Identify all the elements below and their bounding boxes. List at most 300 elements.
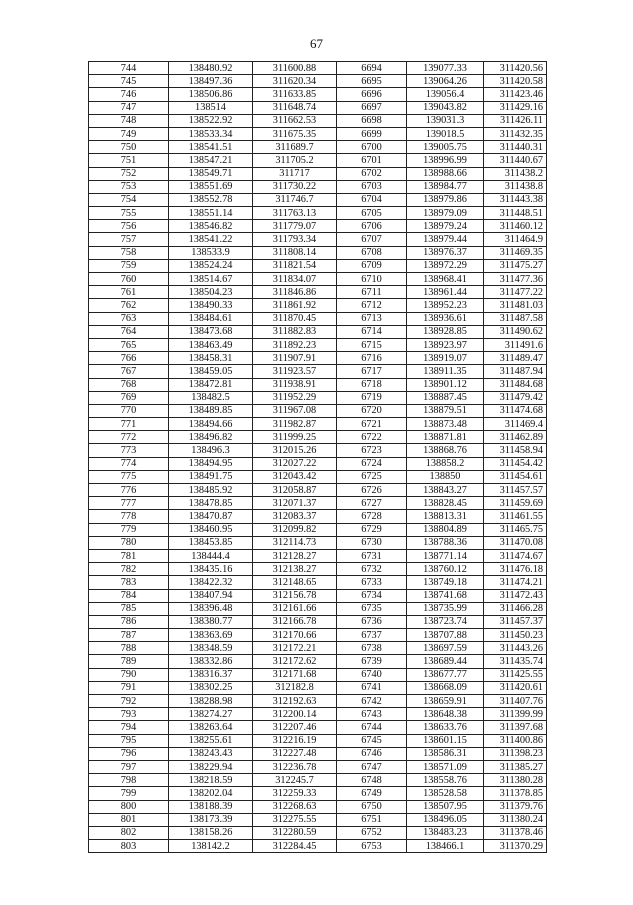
table-row	[89, 193, 547, 206]
table-row	[89, 312, 547, 325]
y-coordinate-b-cell: 311440.67	[484, 154, 547, 167]
point-number-b-cell: 6712	[337, 299, 407, 312]
point-number-a-cell: 772	[89, 431, 169, 444]
point-number-a-cell: 762	[89, 299, 169, 312]
point-number-b-cell: 6721	[337, 418, 407, 431]
x-coordinate-b-cell: 139077.33	[407, 62, 484, 75]
x-coordinate-b-cell: 138858.2	[407, 457, 484, 470]
x-coordinate-a-cell: 138514	[169, 101, 253, 114]
y-coordinate-a-cell: 312172.21	[253, 642, 337, 655]
y-coordinate-a-cell: 312275.55	[253, 813, 337, 826]
y-coordinate-b-cell: 311443.38	[484, 193, 547, 206]
table-row	[89, 404, 547, 417]
point-number-a-cell: 796	[89, 747, 169, 760]
x-coordinate-b-cell: 139005.75	[407, 141, 484, 154]
x-coordinate-a-cell: 138243.43	[169, 747, 253, 760]
coordinates-table	[88, 61, 547, 853]
point-number-a-cell: 799	[89, 787, 169, 800]
point-number-b-cell: 6730	[337, 536, 407, 549]
page-number: 67	[310, 36, 323, 51]
x-coordinate-b-cell: 138648.38	[407, 708, 484, 721]
table-row	[89, 589, 547, 602]
y-coordinate-b-cell: 311491.6	[484, 338, 547, 351]
x-coordinate-a-cell: 138541.51	[169, 141, 253, 154]
x-coordinate-a-cell: 138459.05	[169, 365, 253, 378]
point-number-b-cell: 6718	[337, 378, 407, 391]
x-coordinate-a-cell: 138263.64	[169, 721, 253, 734]
table-row	[89, 167, 547, 180]
y-coordinate-b-cell: 311479.42	[484, 391, 547, 404]
point-number-a-cell: 759	[89, 259, 169, 272]
x-coordinate-b-cell: 138928.85	[407, 325, 484, 338]
x-coordinate-a-cell: 138489.85	[169, 404, 253, 417]
y-coordinate-b-cell: 311457.37	[484, 615, 547, 628]
x-coordinate-b-cell: 138972.29	[407, 259, 484, 272]
y-coordinate-a-cell: 311999.25	[253, 431, 337, 444]
x-coordinate-b-cell: 138723.74	[407, 615, 484, 628]
point-number-b-cell: 6734	[337, 589, 407, 602]
x-coordinate-a-cell: 138533.9	[169, 246, 253, 259]
x-coordinate-b-cell: 138659.91	[407, 695, 484, 708]
point-number-b-cell: 6753	[337, 840, 407, 853]
x-coordinate-a-cell: 138485.92	[169, 484, 253, 497]
table-row	[89, 655, 547, 668]
x-coordinate-b-cell: 138936.61	[407, 312, 484, 325]
x-coordinate-b-cell: 139056.4	[407, 88, 484, 101]
table-row	[89, 62, 547, 75]
y-coordinate-b-cell: 311490.62	[484, 325, 547, 338]
x-coordinate-a-cell: 138494.95	[169, 457, 253, 470]
table-row	[89, 141, 547, 154]
y-coordinate-b-cell: 311458.94	[484, 444, 547, 457]
x-coordinate-a-cell: 138460.95	[169, 523, 253, 536]
point-number-b-cell: 6711	[337, 286, 407, 299]
point-number-b-cell: 6728	[337, 510, 407, 523]
y-coordinate-a-cell: 311779.07	[253, 220, 337, 233]
x-coordinate-a-cell: 138396.48	[169, 602, 253, 615]
point-number-a-cell: 775	[89, 470, 169, 483]
x-coordinate-b-cell: 138901.12	[407, 378, 484, 391]
y-coordinate-b-cell: 311426.11	[484, 114, 547, 127]
point-number-a-cell: 767	[89, 365, 169, 378]
y-coordinate-b-cell: 311378.85	[484, 787, 547, 800]
y-coordinate-b-cell: 311481.03	[484, 299, 547, 312]
y-coordinate-b-cell: 311487.58	[484, 312, 547, 325]
y-coordinate-a-cell: 311675.35	[253, 127, 337, 140]
point-number-b-cell: 6715	[337, 338, 407, 351]
point-number-a-cell: 769	[89, 391, 169, 404]
point-number-b-cell: 6699	[337, 127, 407, 140]
table-row	[89, 668, 547, 681]
x-coordinate-a-cell: 138522.92	[169, 114, 253, 127]
y-coordinate-a-cell: 312148.65	[253, 576, 337, 589]
y-coordinate-a-cell: 312172.62	[253, 655, 337, 668]
y-coordinate-a-cell: 311808.14	[253, 246, 337, 259]
point-number-a-cell: 756	[89, 220, 169, 233]
y-coordinate-a-cell: 312099.82	[253, 523, 337, 536]
point-number-a-cell: 784	[89, 589, 169, 602]
y-coordinate-b-cell: 311425.55	[484, 668, 547, 681]
x-coordinate-a-cell: 138551.14	[169, 207, 253, 220]
point-number-a-cell: 798	[89, 774, 169, 787]
x-coordinate-a-cell: 138496.82	[169, 431, 253, 444]
x-coordinate-a-cell: 138422.32	[169, 576, 253, 589]
x-coordinate-a-cell: 138551.69	[169, 180, 253, 193]
x-coordinate-a-cell: 138470.87	[169, 510, 253, 523]
x-coordinate-b-cell: 138919.07	[407, 352, 484, 365]
y-coordinate-b-cell: 311472.43	[484, 589, 547, 602]
table-row	[89, 220, 547, 233]
y-coordinate-a-cell: 312043.42	[253, 470, 337, 483]
x-coordinate-a-cell: 138316.37	[169, 668, 253, 681]
point-number-b-cell: 6749	[337, 787, 407, 800]
x-coordinate-b-cell: 138804.89	[407, 523, 484, 536]
y-coordinate-a-cell: 312027.22	[253, 457, 337, 470]
point-number-b-cell: 6740	[337, 668, 407, 681]
y-coordinate-a-cell: 312207.46	[253, 721, 337, 734]
point-number-a-cell: 786	[89, 615, 169, 628]
y-coordinate-b-cell: 311484.68	[484, 378, 547, 391]
y-coordinate-b-cell: 311420.56	[484, 62, 547, 75]
y-coordinate-a-cell: 311793.34	[253, 233, 337, 246]
y-coordinate-a-cell: 311882.83	[253, 325, 337, 338]
x-coordinate-b-cell: 138923.97	[407, 338, 484, 351]
point-number-a-cell: 744	[89, 62, 169, 75]
x-coordinate-b-cell: 138979.09	[407, 207, 484, 220]
y-coordinate-a-cell: 312245.7	[253, 774, 337, 787]
point-number-a-cell: 752	[89, 167, 169, 180]
y-coordinate-b-cell: 311400.86	[484, 734, 547, 747]
table-row	[89, 549, 547, 562]
y-coordinate-a-cell: 312166.78	[253, 615, 337, 628]
point-number-a-cell: 800	[89, 800, 169, 813]
point-number-b-cell: 6738	[337, 642, 407, 655]
y-coordinate-a-cell: 311763.13	[253, 207, 337, 220]
point-number-b-cell: 6733	[337, 576, 407, 589]
point-number-b-cell: 6707	[337, 233, 407, 246]
x-coordinate-a-cell: 138158.26	[169, 826, 253, 839]
point-number-a-cell: 779	[89, 523, 169, 536]
point-number-b-cell: 6703	[337, 180, 407, 193]
point-number-b-cell: 6741	[337, 681, 407, 694]
point-number-a-cell: 777	[89, 497, 169, 510]
point-number-b-cell: 6746	[337, 747, 407, 760]
table-row	[89, 747, 547, 760]
x-coordinate-b-cell: 138976.37	[407, 246, 484, 259]
y-coordinate-a-cell: 312156.78	[253, 589, 337, 602]
y-coordinate-a-cell: 312268.63	[253, 800, 337, 813]
table-row	[89, 378, 547, 391]
y-coordinate-a-cell: 311746.7	[253, 193, 337, 206]
point-number-b-cell: 6752	[337, 826, 407, 839]
x-coordinate-a-cell: 138514.67	[169, 273, 253, 286]
table-row	[89, 510, 547, 523]
x-coordinate-b-cell: 138771.14	[407, 549, 484, 562]
x-coordinate-b-cell: 138979.86	[407, 193, 484, 206]
x-coordinate-b-cell: 138788.36	[407, 536, 484, 549]
point-number-b-cell: 6737	[337, 629, 407, 642]
x-coordinate-a-cell: 138496.3	[169, 444, 253, 457]
point-number-b-cell: 6713	[337, 312, 407, 325]
y-coordinate-a-cell: 312182.8	[253, 681, 337, 694]
point-number-b-cell: 6708	[337, 246, 407, 259]
point-number-a-cell: 795	[89, 734, 169, 747]
table-row	[89, 642, 547, 655]
table-row	[89, 826, 547, 839]
y-coordinate-a-cell: 311938.91	[253, 378, 337, 391]
point-number-a-cell: 785	[89, 602, 169, 615]
x-coordinate-a-cell: 138497.36	[169, 75, 253, 88]
y-coordinate-a-cell: 312192.63	[253, 695, 337, 708]
y-coordinate-a-cell: 312071.37	[253, 497, 337, 510]
y-coordinate-b-cell: 311460.12	[484, 220, 547, 233]
x-coordinate-a-cell: 138506.86	[169, 88, 253, 101]
y-coordinate-b-cell: 311487.94	[484, 365, 547, 378]
table-row	[89, 615, 547, 628]
point-number-b-cell: 6727	[337, 497, 407, 510]
x-coordinate-b-cell: 138979.44	[407, 233, 484, 246]
point-number-a-cell: 763	[89, 312, 169, 325]
point-number-b-cell: 6745	[337, 734, 407, 747]
x-coordinate-a-cell: 138472.81	[169, 378, 253, 391]
y-coordinate-a-cell: 311846.86	[253, 286, 337, 299]
point-number-a-cell: 745	[89, 75, 169, 88]
table-row	[89, 391, 547, 404]
x-coordinate-b-cell: 138749.18	[407, 576, 484, 589]
table-row	[89, 180, 547, 193]
x-coordinate-a-cell: 138255.61	[169, 734, 253, 747]
x-coordinate-b-cell: 138879.51	[407, 404, 484, 417]
point-number-a-cell: 749	[89, 127, 169, 140]
y-coordinate-a-cell: 311892.23	[253, 338, 337, 351]
point-number-a-cell: 755	[89, 207, 169, 220]
table-row	[89, 75, 547, 88]
x-coordinate-a-cell: 138458.31	[169, 352, 253, 365]
point-number-b-cell: 6702	[337, 167, 407, 180]
y-coordinate-b-cell: 311385.27	[484, 760, 547, 773]
point-number-a-cell: 766	[89, 352, 169, 365]
y-coordinate-a-cell: 311870.45	[253, 312, 337, 325]
y-coordinate-b-cell: 311423.46	[484, 88, 547, 101]
x-coordinate-b-cell: 139018.5	[407, 127, 484, 140]
point-number-a-cell: 783	[89, 576, 169, 589]
x-coordinate-a-cell: 138482.5	[169, 391, 253, 404]
y-coordinate-b-cell: 311420.61	[484, 681, 547, 694]
y-coordinate-b-cell: 311470.08	[484, 536, 547, 549]
x-coordinate-a-cell: 138363.69	[169, 629, 253, 642]
point-number-a-cell: 801	[89, 813, 169, 826]
y-coordinate-b-cell: 311466.28	[484, 602, 547, 615]
x-coordinate-b-cell: 138466.1	[407, 840, 484, 853]
x-coordinate-b-cell: 138601.15	[407, 734, 484, 747]
table-row	[89, 497, 547, 510]
x-coordinate-a-cell: 138173.39	[169, 813, 253, 826]
y-coordinate-a-cell: 312128.27	[253, 549, 337, 562]
point-number-b-cell: 6694	[337, 62, 407, 75]
x-coordinate-b-cell: 138571.09	[407, 760, 484, 773]
y-coordinate-a-cell: 311662.53	[253, 114, 337, 127]
y-coordinate-a-cell: 311600.88	[253, 62, 337, 75]
point-number-a-cell: 797	[89, 760, 169, 773]
point-number-a-cell: 780	[89, 536, 169, 549]
x-coordinate-b-cell: 138988.66	[407, 167, 484, 180]
point-number-b-cell: 6736	[337, 615, 407, 628]
point-number-b-cell: 6716	[337, 352, 407, 365]
x-coordinate-b-cell: 138871.81	[407, 431, 484, 444]
y-coordinate-a-cell: 312058.87	[253, 484, 337, 497]
point-number-b-cell: 6751	[337, 813, 407, 826]
table-row	[89, 431, 547, 444]
y-coordinate-a-cell: 311648.74	[253, 101, 337, 114]
table-row	[89, 246, 547, 259]
x-coordinate-b-cell: 138828.45	[407, 497, 484, 510]
point-number-a-cell: 781	[89, 549, 169, 562]
x-coordinate-b-cell: 138689.44	[407, 655, 484, 668]
point-number-b-cell: 6695	[337, 75, 407, 88]
y-coordinate-b-cell: 311438.2	[484, 167, 547, 180]
x-coordinate-b-cell: 138984.77	[407, 180, 484, 193]
point-number-a-cell: 757	[89, 233, 169, 246]
point-number-a-cell: 746	[89, 88, 169, 101]
point-number-b-cell: 6722	[337, 431, 407, 444]
point-number-a-cell: 774	[89, 457, 169, 470]
point-number-b-cell: 6696	[337, 88, 407, 101]
point-number-a-cell: 794	[89, 721, 169, 734]
table-row	[89, 101, 547, 114]
x-coordinate-b-cell: 138558.76	[407, 774, 484, 787]
table-row	[89, 695, 547, 708]
table-row	[89, 576, 547, 589]
x-coordinate-b-cell: 138677.77	[407, 668, 484, 681]
y-coordinate-b-cell: 311435.74	[484, 655, 547, 668]
x-coordinate-b-cell: 138843.27	[407, 484, 484, 497]
point-number-a-cell: 790	[89, 668, 169, 681]
x-coordinate-a-cell: 138332.86	[169, 655, 253, 668]
point-number-b-cell: 6705	[337, 207, 407, 220]
y-coordinate-b-cell: 311477.22	[484, 286, 547, 299]
x-coordinate-a-cell: 138552.78	[169, 193, 253, 206]
y-coordinate-a-cell: 312280.59	[253, 826, 337, 839]
point-number-a-cell: 765	[89, 338, 169, 351]
y-coordinate-b-cell: 311477.36	[484, 273, 547, 286]
table-row	[89, 602, 547, 615]
x-coordinate-b-cell: 138979.24	[407, 220, 484, 233]
x-coordinate-a-cell: 138348.59	[169, 642, 253, 655]
table-row	[89, 708, 547, 721]
y-coordinate-b-cell: 311380.28	[484, 774, 547, 787]
point-number-b-cell: 6698	[337, 114, 407, 127]
table-row	[89, 154, 547, 167]
table-row	[89, 418, 547, 431]
x-coordinate-b-cell: 138952.23	[407, 299, 484, 312]
point-number-a-cell: 788	[89, 642, 169, 655]
point-number-b-cell: 6717	[337, 365, 407, 378]
point-number-a-cell: 753	[89, 180, 169, 193]
y-coordinate-b-cell: 311474.21	[484, 576, 547, 589]
y-coordinate-b-cell: 311464.9	[484, 233, 547, 246]
x-coordinate-b-cell: 138868.76	[407, 444, 484, 457]
table-row	[89, 774, 547, 787]
y-coordinate-a-cell: 312015.26	[253, 444, 337, 457]
x-coordinate-b-cell: 138496.05	[407, 813, 484, 826]
point-number-a-cell: 750	[89, 141, 169, 154]
x-coordinate-a-cell: 138142.2	[169, 840, 253, 853]
table-row	[89, 787, 547, 800]
y-coordinate-a-cell: 311861.92	[253, 299, 337, 312]
y-coordinate-b-cell: 311399.99	[484, 708, 547, 721]
x-coordinate-b-cell: 138668.09	[407, 681, 484, 694]
x-coordinate-b-cell: 138586.31	[407, 747, 484, 760]
table-row	[89, 352, 547, 365]
y-coordinate-b-cell: 311454.61	[484, 470, 547, 483]
table-row	[89, 734, 547, 747]
table-row	[89, 259, 547, 272]
point-number-b-cell: 6739	[337, 655, 407, 668]
table-row	[89, 470, 547, 483]
point-number-a-cell: 793	[89, 708, 169, 721]
x-coordinate-b-cell: 138528.58	[407, 787, 484, 800]
y-coordinate-a-cell: 311620.34	[253, 75, 337, 88]
y-coordinate-a-cell: 312200.14	[253, 708, 337, 721]
y-coordinate-a-cell: 311730.22	[253, 180, 337, 193]
y-coordinate-a-cell: 312236.78	[253, 760, 337, 773]
point-number-b-cell: 6719	[337, 391, 407, 404]
x-coordinate-b-cell: 138741.68	[407, 589, 484, 602]
table-row	[89, 444, 547, 457]
x-coordinate-b-cell: 138483.23	[407, 826, 484, 839]
table-row	[89, 721, 547, 734]
x-coordinate-a-cell: 138533.34	[169, 127, 253, 140]
point-number-a-cell: 773	[89, 444, 169, 457]
x-coordinate-b-cell: 138996.99	[407, 154, 484, 167]
point-number-b-cell: 6742	[337, 695, 407, 708]
point-number-b-cell: 6724	[337, 457, 407, 470]
table-row	[89, 365, 547, 378]
y-coordinate-a-cell: 311967.08	[253, 404, 337, 417]
point-number-b-cell: 6701	[337, 154, 407, 167]
x-coordinate-a-cell: 138435.16	[169, 563, 253, 576]
point-number-a-cell: 787	[89, 629, 169, 642]
x-coordinate-a-cell: 138541.22	[169, 233, 253, 246]
point-number-a-cell: 768	[89, 378, 169, 391]
point-number-a-cell: 747	[89, 101, 169, 114]
point-number-a-cell: 803	[89, 840, 169, 853]
x-coordinate-b-cell: 138813.31	[407, 510, 484, 523]
table-row	[89, 127, 547, 140]
table-row	[89, 88, 547, 101]
point-number-b-cell: 6732	[337, 563, 407, 576]
x-coordinate-b-cell: 138961.44	[407, 286, 484, 299]
x-coordinate-b-cell: 138873.48	[407, 418, 484, 431]
point-number-b-cell: 6743	[337, 708, 407, 721]
y-coordinate-a-cell: 311982.87	[253, 418, 337, 431]
y-coordinate-b-cell: 311380.24	[484, 813, 547, 826]
y-coordinate-b-cell: 311440.31	[484, 141, 547, 154]
point-number-a-cell: 748	[89, 114, 169, 127]
y-coordinate-b-cell: 311438.8	[484, 180, 547, 193]
x-coordinate-a-cell: 138463.49	[169, 338, 253, 351]
point-number-b-cell: 6731	[337, 549, 407, 562]
y-coordinate-b-cell: 311469.35	[484, 246, 547, 259]
y-coordinate-a-cell: 312138.27	[253, 563, 337, 576]
x-coordinate-a-cell: 138407.94	[169, 589, 253, 602]
x-coordinate-a-cell: 138547.21	[169, 154, 253, 167]
point-number-a-cell: 776	[89, 484, 169, 497]
x-coordinate-a-cell: 138480.92	[169, 62, 253, 75]
y-coordinate-b-cell: 311397.68	[484, 721, 547, 734]
table-row	[89, 207, 547, 220]
point-number-a-cell: 782	[89, 563, 169, 576]
